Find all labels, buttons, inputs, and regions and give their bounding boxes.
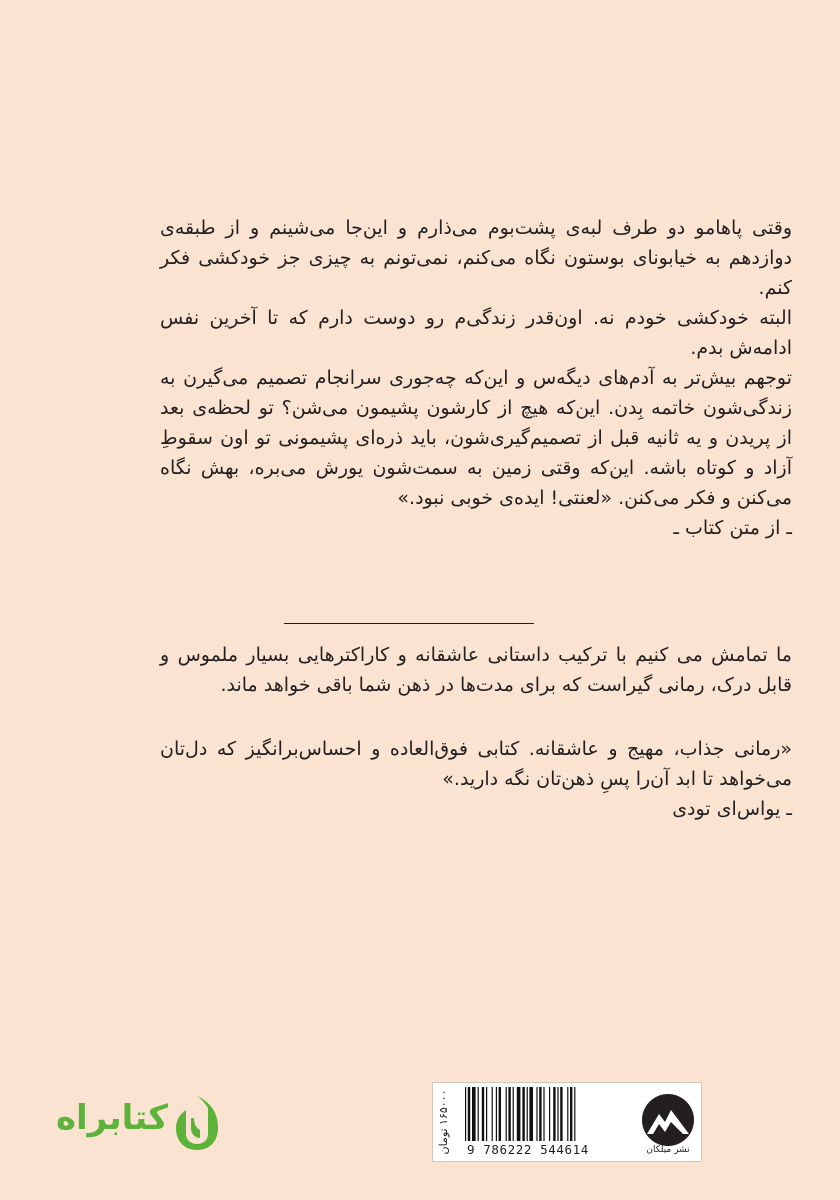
- price-text: ۱۶۵۰۰۰ تومان: [437, 1089, 450, 1155]
- section-divider: [284, 623, 534, 624]
- publisher-name: نشر میلکان: [646, 1145, 690, 1155]
- excerpt-paragraph-1: وقتی پاهامو دو طرف لبه‌ی پشت‌بوم می‌ذارم و این‌جا می‌شینم و از طبقه‌ی دوازدهم به خیابونای بوستون نگاه می‌کنم، نمی‌تونم به چیزی جز خودکشی فکر کنم.: [160, 217, 792, 299]
- book-leaf-icon: [174, 1094, 220, 1152]
- review-attribution: ـ یواس‌ای تودی: [672, 798, 792, 820]
- review-quote: [160, 734, 792, 824]
- logo-wordmark: کتابراه: [55, 1098, 168, 1138]
- excerpt-attribution: ـ از متن کتاب ـ: [673, 517, 792, 539]
- barcode: [463, 1087, 633, 1141]
- blurb-text: ما تمامش می کنیم با ترکیب داستانی عاشقانه و کاراکترهایی بسیار ملموس و قابل درک، رمانی گیراست که برای مدت‌ها در ذهن شما باقی خواهد ماند.: [160, 644, 792, 696]
- barcode-panel: [432, 1082, 702, 1162]
- price-label: [433, 1083, 455, 1161]
- book-excerpt: [160, 213, 792, 543]
- excerpt-paragraph-2: البته خودکشی خودم نه. اون‌قدر زندگی‌م رو دوست دارم که تا آخرین نفس ادامه‌ش بدم.: [160, 307, 792, 359]
- book-blurb: [160, 640, 792, 700]
- isbn-number: 9 786222 544614: [467, 1142, 589, 1157]
- ketabrah-logo: [40, 1090, 220, 1160]
- review-text: «رمانی جذاب، مهیج و عاشقانه. کتابی فوق‌العاده و احساس‌برانگیز که دل‌تان می‌خواهد تا ابد آن‌را پسِ ذهن‌تان نگه دارید.»: [160, 738, 792, 790]
- excerpt-paragraph-3: توجهم بیش‌تر به آدم‌های دیگه‌س و این‌که چه‌جوری سرانجام تصمیم می‌گیرن به زندگی‌شون خاتمه بِدن. این‌که هیچ از کارشون پشیمون می‌شن؟ تو لحظه‌ی بعد از پریدن و یه ثانیه قبل از تصمیم‌گیری‌شون، باید ذره‌ای پشیمونی تو اون سقوطِ آزاد و کوتاه باشه. این‌که وقتی زمین به سمت‌شون یورش می‌بره، بهش نگاه می‌کنن و فکر می‌کنن. «لعنتی! ایده‌ی خوبی نبود.»: [160, 367, 792, 509]
